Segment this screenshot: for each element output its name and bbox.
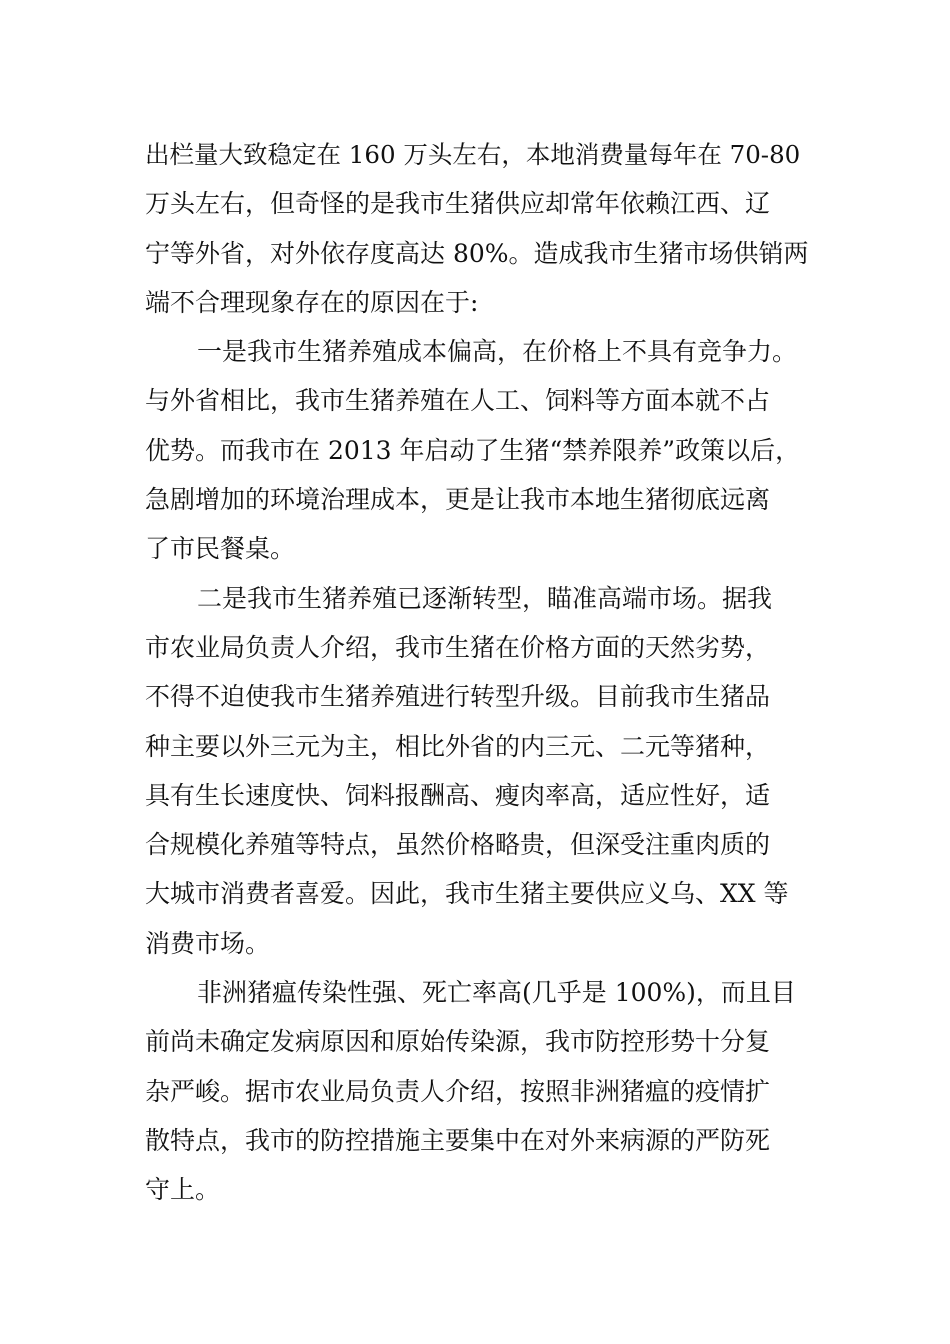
text-line: 具有生长速度快、饲料报酬高、瘦肉率高，适应性好，适: [145, 780, 771, 810]
text-line: 出栏量大致稳定在 160 万头左右，本地消费量每年在 70-80: [145, 140, 801, 169]
text-line: 急剧增加的环境治理成本，更是让我市本地生猪彻底远离: [145, 485, 771, 515]
text-line: 优势。而我市在 2013 年启动了生猪“禁养限养”政策以后，: [145, 435, 801, 465]
text-line: 消费市场。: [145, 928, 271, 958]
text-line: 宁等外省，对外依存度高达 80%。造成我市生猪市场供销两: [145, 238, 809, 268]
document-body: [145, 130, 809, 1215]
text-line: 前尚未确定发病原因和原始传染源，我市防控形势十分复: [145, 1027, 771, 1057]
text-line: 端不合理现象存在的原因在于:: [145, 287, 479, 317]
text-line: 市农业局负责人介绍，我市生猪在价格方面的天然劣势，: [145, 632, 771, 662]
text-line: 非洲猪瘟传染性强、死亡率高(几乎是 100%)，而且目: [197, 978, 796, 1008]
text-line: 了市民餐桌。: [145, 534, 296, 564]
text-line: 不得不迫使我市生猪养殖进行转型升级。目前我市生猪品: [145, 682, 771, 712]
paragraph-1: [145, 130, 809, 327]
text-line: 杂严峻。据市农业局负责人介绍，按照非洲猪瘟的疫情扩: [145, 1076, 771, 1106]
paragraph-4: [145, 968, 809, 1214]
text-line: 与外省相比，我市生猪养殖在人工、饲料等方面本就不占: [145, 386, 771, 416]
text-line: 散特点，我市的防控措施主要集中在对外来病源的严防死: [145, 1125, 771, 1155]
paragraph-3: [145, 574, 809, 968]
text-line: 二是我市生猪养殖已逐渐转型，瞄准高端市场。据我: [197, 583, 773, 613]
text-line: 种主要以外三元为主，相比外省的内三元、二元等猪种，: [145, 731, 771, 761]
text-line: 万头左右，但奇怪的是我市生猪供应却常年依赖江西、辽: [145, 189, 771, 219]
text-line: 一是我市生猪养殖成本偏高，在价格上不具有竞争力。: [197, 337, 798, 367]
text-line: 大城市消费者喜爱。因此，我市生猪主要供应义乌、XX 等: [145, 879, 789, 909]
paragraph-2: [145, 327, 809, 573]
text-line: 守上。: [145, 1175, 221, 1205]
text-line: 合规模化养殖等特点，虽然价格略贵，但深受注重肉质的: [145, 830, 771, 860]
